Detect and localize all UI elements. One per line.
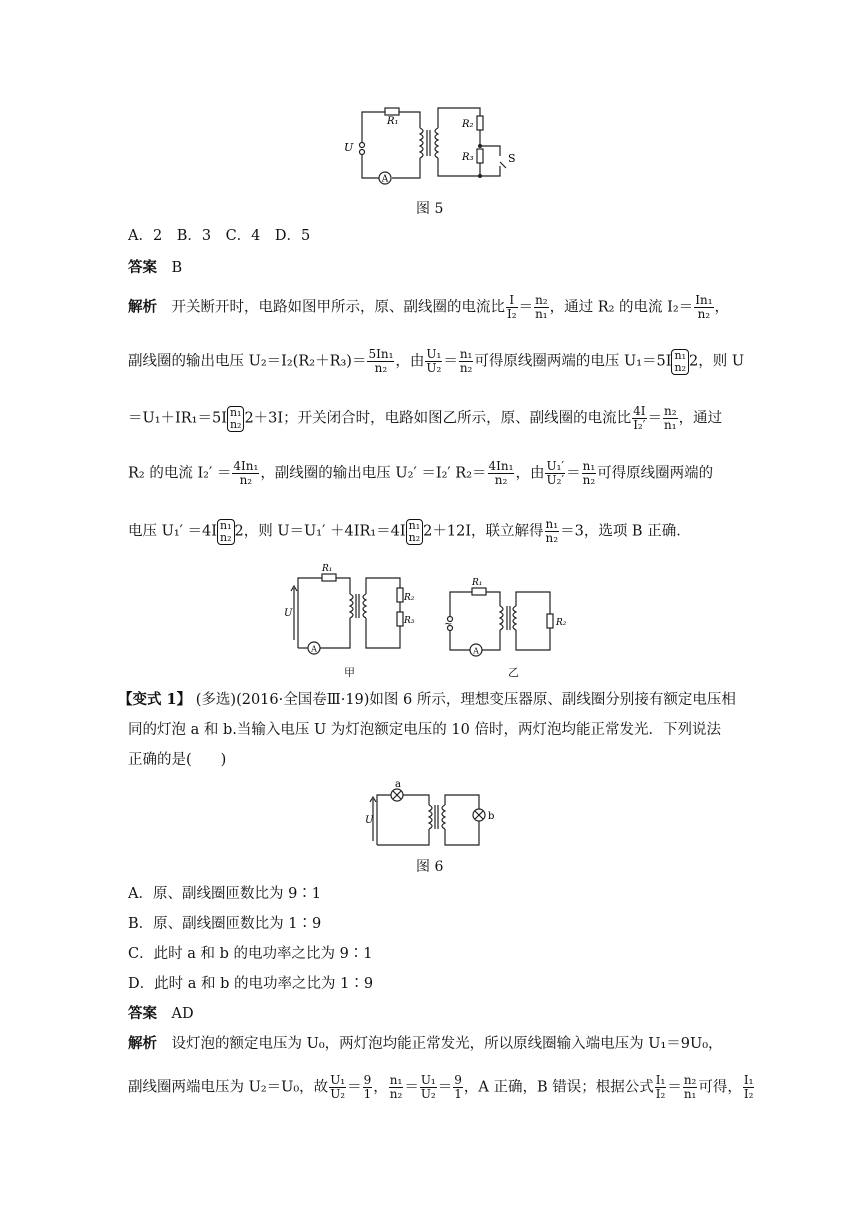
svg-text:S: S — [508, 152, 516, 165]
svg-text:R₁: R₁ — [387, 116, 399, 127]
analysis-1-line-3: ＝U₁＋IR₁＝5I n₁ n₂ 2＋3I；开关闭合时，电路如图乙所示，原、副线圈的电流比 $\frac{4I}{\text{I₂′}}$ ＝ $\frac{\text{n₂}}{\text{n₁}}$ ，通过 — [128, 404, 723, 432]
answer-1 — [128, 258, 182, 278]
figure-5-circuit — [340, 100, 530, 192]
variant-line-3: 正确的是( ) — [128, 752, 227, 768]
fraction: $\frac{\text{n₂}}{\text{n₁}}$ — [535, 293, 548, 321]
fraction: $\frac{9}{1}$ — [363, 1073, 372, 1101]
analysis-label: 解析 — [128, 298, 157, 316]
svg-text:U: U — [344, 141, 354, 154]
svg-text:R₂: R₂ — [556, 618, 567, 628]
figure-yi-caption: 乙 — [508, 666, 519, 679]
option-a: A．原、副线圈匝数比为 9∶1 — [128, 886, 322, 902]
svg-text:a: a — [395, 779, 401, 790]
variant-line-1: 【变式 1】 (多选)(2016·全国卷Ⅲ·19)如图 6 所示，理想变压器原、副线圈分别接有额定电压相 — [118, 691, 736, 708]
fraction: $\frac{\text{5In₁}}{\text{n₂}}$ — [368, 347, 394, 375]
fraction: $\frac{\text{I₁}}{\text{I₂}}$ — [743, 1073, 754, 1101]
fraction: $\frac{\text{U₁}}{\text{U₂}}$ — [426, 347, 442, 375]
answer-value: B — [171, 260, 183, 276]
figure-jia-caption: 甲 — [344, 666, 355, 679]
fraction: $\frac{\text{n₁}}{\text{n₂}}$ — [459, 347, 473, 375]
variant-tag: 【变式 1】 — [118, 691, 192, 708]
svg-text:R₃: R₃ — [404, 616, 415, 626]
svg-text:U: U — [284, 608, 293, 619]
svg-text:R₁: R₁ — [322, 564, 333, 574]
analysis-label: 解析 — [128, 1035, 157, 1052]
fraction: $\frac{\text{4In₁}}{\text{n₂}}$ — [233, 459, 259, 487]
figure-5-caption: 图 5 — [416, 201, 444, 217]
fraction: $\frac{9}{1}$ — [454, 1073, 462, 1101]
fraction: $\frac{\text{n₂}}{\text{n₁}}$ — [664, 404, 677, 432]
fraction: $\frac{I}{\text{I₂}}$ — [507, 293, 517, 321]
fraction: $\frac{\text{U₁}}{\text{U₂}}$ — [330, 1073, 346, 1101]
answer-label: 答案 — [128, 1005, 157, 1022]
bracket-fraction: n₁ n₂ — [217, 519, 235, 545]
analysis-2-line-1: 解析 设灯泡的额定电压为 U₀，两灯泡均能正常发光，所以原线圈输入端电压为 U₁＝9U₀， — [128, 1035, 723, 1052]
figure-6-circuit — [365, 775, 505, 857]
svg-text:A: A — [381, 174, 389, 185]
analysis-1-line-4: R₂ 的电流 I₂′ ＝ $\frac{\text{4In₁}}{\text{n₂}}$ ，副线圈的输出电压 U₂′ ＝I₂′ R₂＝ $\frac{\text{4In₁}}{\text{n₂}}$ ，由 $\frac{\text{U₁′}}{\text{U₂′}}$ ＝ $\frac{\text{n₁}}{\text{n₂}}$ 可得原线圈两端的 — [128, 459, 714, 487]
fraction: $\frac{\text{U₁′}}{\text{U₂′}}$ — [546, 459, 565, 487]
figure-jia-circuit — [284, 560, 434, 660]
svg-text:R₃: R₃ — [462, 152, 474, 163]
svg-text:A: A — [311, 644, 317, 654]
fraction: $\frac{\text{I₁}}{\text{I₂}}$ — [655, 1073, 666, 1101]
answer-label: 答案 — [128, 259, 157, 276]
svg-text:U: U — [365, 815, 374, 826]
svg-text:R₁: R₁ — [472, 578, 483, 588]
fraction: $\frac{\text{U₁}}{\text{U₂}}$ — [420, 1073, 436, 1101]
fraction: $\frac{\text{4In₁}}{\text{n₂}}$ — [488, 459, 514, 487]
variant-line-2: 同的灯泡 a 和 b.当输入电压 U 为灯泡额定电压的 10 倍时，两灯泡均能正常发光．下列说法 — [128, 722, 721, 738]
analysis-1-line-5: 电压 U₁′ ＝4I n₁ n₂ 2，则 U＝U₁′ ＋4IR₁＝4I n₁ n₂ 2＋12I，联立解得 $\frac{\text{n₁}}{\text{n₂}}$ ＝3，选项 B 正确． — [128, 517, 691, 545]
analysis-2-line-2: 副线圈两端电压为 U₂＝U₀，故 $\frac{\text{U₁}}{\text{U₂}}$ ＝ $\frac{9}{1}$ ， $\frac{\text{n₁}}{\text{n₂}}$ ＝ $\frac{\text{U₁}}{\text{U₂}}$ ＝ $\frac{9}{1}$ ，A 正确，B 错误；根据公式 $\frac{\text{I₁}}{\text{I₂}}$ ＝ $\frac{\text{n₂}}{\text{n₁}}$ 可得， $\frac{\text{I₁}}{\text{I₂}}$ — [128, 1073, 754, 1101]
fraction: $\frac{\text{n₁}}{\text{n₂}}$ — [545, 517, 559, 545]
fraction: $\frac{4I}{\text{I₂′}}$ — [633, 404, 646, 432]
question-options: A．2 B．3 C．4 D．5 — [128, 228, 311, 244]
answer-2 — [128, 1004, 194, 1024]
fraction: $\frac{\text{n₁}}{\text{n₂}}$ — [582, 459, 596, 487]
fraction: $\frac{\text{n₁}}{\text{n₂}}$ — [389, 1073, 403, 1101]
analysis-1-line-2: 副线圈的输出电压 U₂＝I₂(R₂＋R₃)＝ $\frac{\text{5In₁}}{\text{n₂}}$ ，由 $\frac{\text{U₁}}{\text{U₂}}$ ＝ $\frac{\text{n₁}}{\text{n₂}}$ 可得原线圈两端的电压 U₁＝5I n₁ n₂ 2，则 U — [128, 347, 745, 375]
analysis-1-line-1: 解析 开关断开时，电路如图甲所示，原、副线圈的电流比 $\frac{I}{\text{I₂}}$ ＝ $\frac{\text{n₂}}{\text{n₁}}$ ，通过 R₂ 的电流 I₂＝ $\frac{\text{In₁}}{\text{n₂}}$ ， — [128, 293, 729, 321]
fraction: $\frac{\text{In₁}}{\text{n₂}}$ — [695, 293, 713, 321]
option-b: B．原、副线圈匝数比为 1∶9 — [128, 916, 322, 932]
svg-text:A: A — [473, 646, 479, 656]
option-d: D．此时 a 和 b 的电功率之比为 1∶9 — [128, 976, 374, 992]
option-c: C．此时 a 和 b 的电功率之比为 9∶1 — [128, 946, 373, 962]
bracket-fraction: n₁ n₂ — [227, 406, 245, 432]
svg-text:b: b — [488, 811, 495, 822]
svg-text:R₂: R₂ — [404, 593, 415, 603]
fraction: $\frac{\text{n₂}}{\text{n₁}}$ — [683, 1073, 697, 1101]
bracket-fraction: n₁ n₂ — [671, 349, 689, 375]
svg-text:~: ~ — [444, 619, 453, 630]
bracket-fraction: n₁ n₂ — [406, 519, 424, 545]
answer-value: AD — [171, 1006, 194, 1022]
figure-6-caption: 图 6 — [416, 859, 444, 875]
svg-text:R₂: R₂ — [462, 119, 474, 130]
figure-yi-circuit — [438, 572, 588, 664]
